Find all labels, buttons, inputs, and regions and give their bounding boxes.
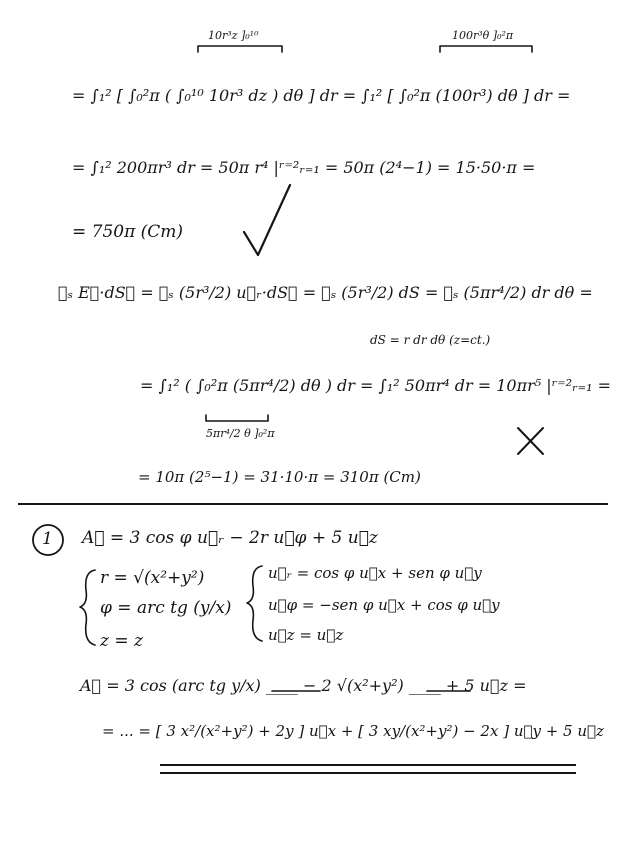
brace-label-3: 5πr⁴/2 θ ]₀²π [206, 427, 275, 440]
right-brace-shape [247, 566, 262, 641]
underbrace-1-shape [198, 46, 282, 52]
equation-line-5: = ∫₁² ( ∫₀²π (5πr⁴/2) dθ ) dr = ∫₁² 50πr⁴ dr = 10πr⁵ |ʳ⁼²ᵣ₌₁ = [140, 376, 611, 395]
transform-left-z: z = z [100, 631, 143, 651]
final-underline-2 [160, 772, 576, 774]
transform-left-phi: φ = arc tg (y/x) [100, 598, 232, 618]
final-underline-1 [160, 764, 576, 766]
transform-right-uz: u⃗z = u⃗z [268, 626, 344, 644]
result-line-1: A⃗ = 3 cos (arc tg y/x) ____ − 2 √(x²+y²) ____ + 5 u⃗z = [80, 676, 527, 695]
equation-line-1: = ∫₁² [ ∫₀²π ( ∫₀¹⁰ 10r³ dz ) dθ ] dr = ∫₁² [ ∫₀²π (100r³) dθ ] dr = [72, 86, 571, 105]
section-divider [18, 503, 608, 505]
problem-statement: A⃗ = 3 cos φ u⃗ᵣ − 2r u⃗φ + 5 u⃗z [82, 528, 378, 548]
transform-right-ur: u⃗ᵣ = cos φ u⃗x + sen φ u⃗y [268, 564, 482, 582]
cross-mark-icon [518, 428, 543, 454]
underbrace-3-shape [206, 415, 268, 421]
equation-line-4: ∯ₛ E⃗·dS⃗ = ∯ₛ (5r³/2) u⃗ᵣ·dS⃗ = ∯ₛ (5r³/2) dS = ∯ₛ (5πr⁴/2) dr dθ = [58, 283, 593, 302]
brace-label-2: 100r³θ ]₀²π [452, 29, 514, 42]
brace-label-1: 10r³z ]₀¹⁰ [208, 29, 259, 42]
left-brace-shape [80, 570, 95, 645]
equation-line-6: = 10π (2⁵−1) = 31·10·π = 310π (Cm) [138, 468, 421, 486]
check-mark-icon [244, 185, 290, 255]
transform-left-r: r = √(x²+y²) [100, 568, 205, 588]
transform-right-uphi: u⃗φ = −sen φ u⃗x + cos φ u⃗y [268, 596, 500, 614]
equation-line-3: = 750π (Cm) [72, 222, 184, 242]
result-line-2: = ... = [ 3 x²/(x²+y²) + 2y ] u⃗x + [ 3 xy/(x²+y²) − 2x ] u⃗y + 5 u⃗z [102, 722, 604, 740]
problem-number: 1 [42, 529, 53, 549]
underbrace-2-shape [440, 46, 532, 52]
equation-note: dS = r dr dθ (z=ct.) [370, 333, 491, 347]
equation-line-2: = ∫₁² 200πr³ dr = 50π r⁴ |ʳ⁼²ᵣ₌₁ = 50π (2⁴−1) = 15·50·π = [72, 158, 536, 177]
